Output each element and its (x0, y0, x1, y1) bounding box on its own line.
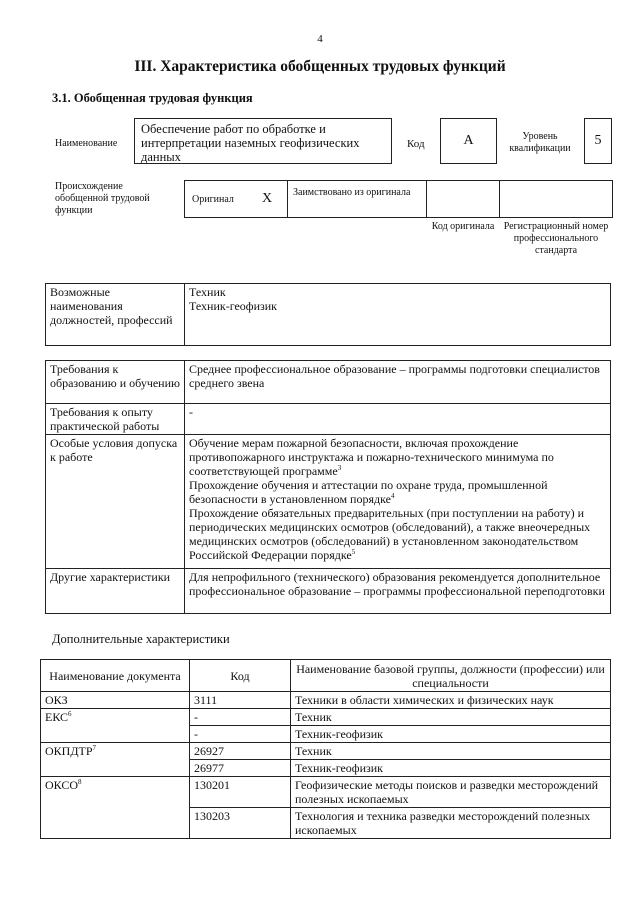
footnote-ref: 7 (92, 744, 97, 752)
code-cell: - (190, 726, 291, 743)
name-cell: Техник (291, 743, 611, 760)
other-characteristics-label: Другие характеристики (46, 569, 185, 614)
code-cell: 26977 (190, 760, 291, 777)
doc-cell: ОКПДТР$^7$ (41, 743, 190, 760)
name-cell: Технология и техника разведки месторождений полезных ископаемых (291, 808, 611, 839)
other-characteristics-value: Для непрофильного (технического) образования рекомендуется дополнительное профессиональное образование – программы профессиональной переподготовки (185, 569, 611, 614)
name-label: Наименование (55, 138, 118, 149)
code-cell: 130203 (190, 808, 291, 839)
table-row (41, 709, 611, 726)
condition-paragraph: Обучение мерам пожарной безопасности, включая прохождение противопожарного инструктажа и пожарно-технического минимума по соответствующей программе$^3$ (189, 436, 554, 478)
education-value: Среднее профессиональное образование – программы подготовки специалистов среднего звена (185, 361, 611, 404)
positions-table (45, 283, 611, 346)
doc-cell: ЕКС$^6$ (41, 709, 190, 726)
doc-cell (41, 726, 190, 743)
condition-paragraph: Прохождение обучения и аттестации по охране труда, промышленной безопасности в установленном порядке$^4$ (189, 478, 548, 506)
original-mark: X (262, 191, 273, 206)
requirements-table (45, 360, 611, 614)
page-number: 4 (317, 33, 323, 45)
table-row (41, 760, 611, 777)
header-document: Наименование документа (41, 660, 190, 692)
code-cell: - (190, 709, 291, 726)
code-label: Код (407, 138, 425, 150)
qualification-level-value: 5 (584, 118, 612, 164)
footnote-ref: 3 (337, 464, 342, 472)
doc-cell (41, 760, 190, 777)
table-row (41, 808, 611, 839)
code-original-cell (426, 180, 500, 218)
reg-number-label: Регистрационный номер профессионального стандарта (503, 221, 609, 256)
code-cell: 26927 (190, 743, 291, 760)
special-conditions-label: Особые условия допуска к работе (46, 435, 185, 569)
name-cell: Техники в области химических и физических наук (291, 692, 611, 709)
doc-cell (41, 808, 190, 839)
origin-original-cell (184, 180, 288, 218)
origin-label: Происхождение обобщенной трудовой функции (55, 181, 150, 216)
code-original-label: Код оригинала (431, 221, 495, 232)
additional-title: Дополнительные характеристики (52, 632, 230, 646)
name-cell: Техник (291, 709, 611, 726)
function-name-field: Обеспечение работ по обработке и интерпретации наземных геофизических данных (134, 118, 392, 164)
code-value: А (440, 118, 497, 164)
header-code: Код (190, 660, 291, 692)
education-label: Требования к образованию и обучению (46, 361, 185, 404)
footnote-ref: 4 (390, 492, 395, 500)
footnote-ref: 5 (351, 548, 356, 556)
positions-label: Возможные наименования должностей, профессий (46, 284, 185, 346)
subsection-title: 3.1. Обобщенная трудовая функция (52, 91, 253, 105)
additional-table (40, 659, 611, 839)
qualification-level-label: Уровень квалификации (509, 131, 571, 154)
special-conditions-value (185, 435, 611, 569)
original-label: Оригинал (192, 194, 234, 205)
code-cell: 3111 (190, 692, 291, 709)
name-cell: Геофизические методы поисков и разведки месторождений полезных ископаемых (291, 777, 611, 808)
positions-values (185, 284, 611, 346)
reg-number-cell (499, 180, 613, 218)
table-row (41, 726, 611, 743)
table-row (41, 692, 611, 709)
code-cell: 130201 (190, 777, 291, 808)
name-cell: Техник-геофизик (291, 726, 611, 743)
footnote-ref: 6 (68, 710, 72, 718)
header-name: Наименование базовой группы, должности (профессии) или специальности (291, 660, 611, 692)
doc-cell: ОКЗ (41, 692, 190, 709)
table-row (41, 777, 611, 808)
borrowed-cell: Заимствовано из оригинала (287, 180, 427, 218)
condition-paragraph: Прохождение обязательных предварительных (при поступлении на работу) и периодических медицинских осмотров (обследований), а также внеочередных медицинских осмотров (обследований) в установленном законодательством Российской Федерации порядке$^5$ (189, 506, 591, 562)
position-item: Техник-геофизик (189, 299, 277, 313)
name-cell: Техник-геофизик (291, 760, 611, 777)
table-row (41, 743, 611, 760)
experience-label: Требования к опыту практической работы (46, 404, 185, 435)
experience-value: - (185, 404, 611, 435)
position-item: Техник (189, 285, 226, 299)
section-title: III. Характеристика обобщенных трудовых функций (134, 58, 506, 75)
doc-cell: ОКСО$^8$ (41, 777, 190, 808)
footnote-ref: 8 (78, 778, 82, 786)
